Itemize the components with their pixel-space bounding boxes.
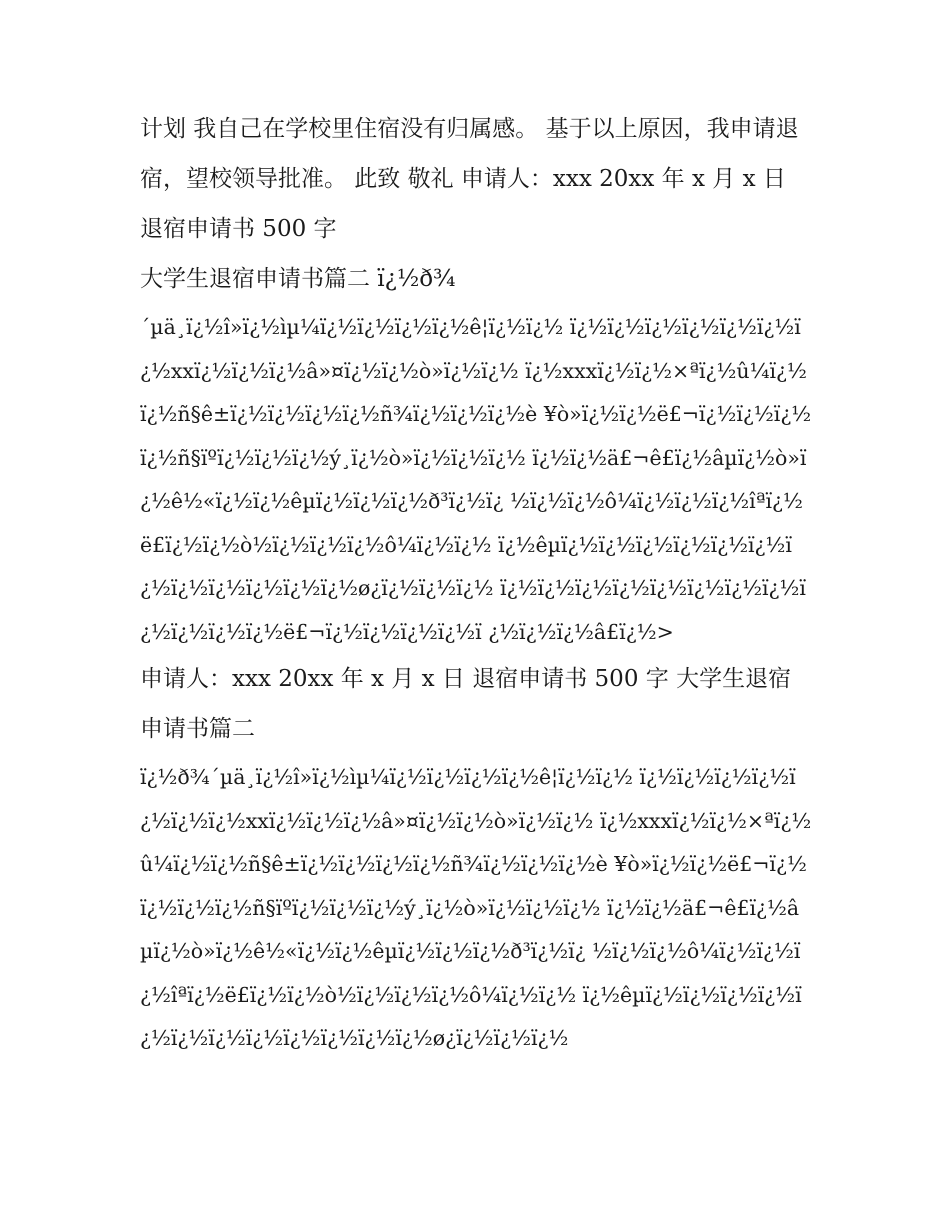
garbled-text-block-1: ´µä¸ï¿½î»ï¿½ìµ¼ï¿½ï¿½ï¿½ï¿½ê¦ï¿½ï¿½ ï¿½ï¿½ï¿½ï¿½ï¿½ï¿½ï¿½xxï¿½ï¿½ï¿½â»¤ï¿½ï¿½ò»ï¿½ï¿½ ï¿½xxxï¿½ï¿½×ªï¿½û¼ï¿½ï¿½ñ§ê±ï¿½ï¿½ï¿½ï¿½ñ¾ï¿½ï¿½ï¿½è ¥ò»ï¿½ï¿½ë£¬ï¿½ï¿½ï¿½ï¿½ñ§ïºï¿½ï¿½ï¿½ý¸ï¿½ò»ï¿½ï¿½ï¿½ ï¿½ï¿½ä£¬ê£ï¿½âµï¿½ò»ï¿½ê½«ï¿½ï¿½êµï¿½ï¿½ï¿½ð³ï¿½ï¿ ½ï¿½ï¿½ô¼ï¿½ï¿½ï¿½îªï¿½ë£ï¿½ï¿½ò½ï¿½ï¿½ï¿½ô¼ï¿½ï¿½ ï¿½êµï¿½ï¿½ï¿½ï¿½ï¿½ï¿½ï¿½ï¿½ï¿½ï¿½ï¿½ï¿½ø¿ï¿½ï¿½ï¿½ ï¿½ï¿½ï¿½ï¿½ï¿½ï¿½ï¿½ï¿½ï¿½ï¿½ï¿½ï¿½ë£¬ï¿½ï¿½ï¿½ï¿½ï ¿½ï¿½ï¿½â£ï¿½> <box>140 315 812 644</box>
body-paragraph-1: 计划 我自己在学校里住宿没有归属感。 基于以上原因，我申请退宿，望校领导批准。 此致 敬礼 申请人：xxx 20xx 年 x 月 x 日 退宿申请书 500 字 <box>140 116 799 242</box>
garbled-text-block-2: ï¿½ð¾´µä¸ï¿½î»ï¿½ìµ¼ï¿½ï¿½ï¿½ï¿½ê¦ï¿½ï¿½ ï¿½ï¿½ï¿½ï¿½ï¿½ï¿½ï¿½xxï¿½ï¿½ï¿½â»¤ï¿½ï¿½ò»ï¿½ï¿½ ï¿½xxxï¿½ï¿½×ªï¿½û¼ï¿½ï¿½ñ§ê±ï¿½ï¿½ï¿½ï¿½ñ¾ï¿½ï¿½ï¿½è ¥ò»ï¿½ï¿½ë£¬ï¿½ï¿½ï¿½ï¿½ñ§ïºï¿½ï¿½ï¿½ý¸ï¿½ò»ï¿½ï¿½ï¿½ ï¿½ï¿½ä£¬ê£ï¿½âµï¿½ò»ï¿½ê½«ï¿½ï¿½êµï¿½ï¿½ï¿½ð³ï¿½ï¿ ½ï¿½ï¿½ô¼ï¿½ï¿½ï¿½îªï¿½ë£ï¿½ï¿½ò½ï¿½ï¿½ï¿½ô¼ï¿½ï¿½ ï¿½êµï¿½ï¿½ï¿½ï¿½ï¿½ï¿½ï¿½ï¿½ï¿½ï¿½ï¿½ï¿½ø¿ï¿½ï¿½ï¿½ <box>140 765 812 1050</box>
section-heading: 大学生退宿申请书篇二 ï¿½ð¾ <box>140 266 456 292</box>
document-page <box>140 104 812 1061</box>
body-paragraph-2: 申请人：xxx 20xx 年 x 月 x 日 退宿申请书 500 字 大学生退宿申请书篇二 <box>140 666 792 742</box>
